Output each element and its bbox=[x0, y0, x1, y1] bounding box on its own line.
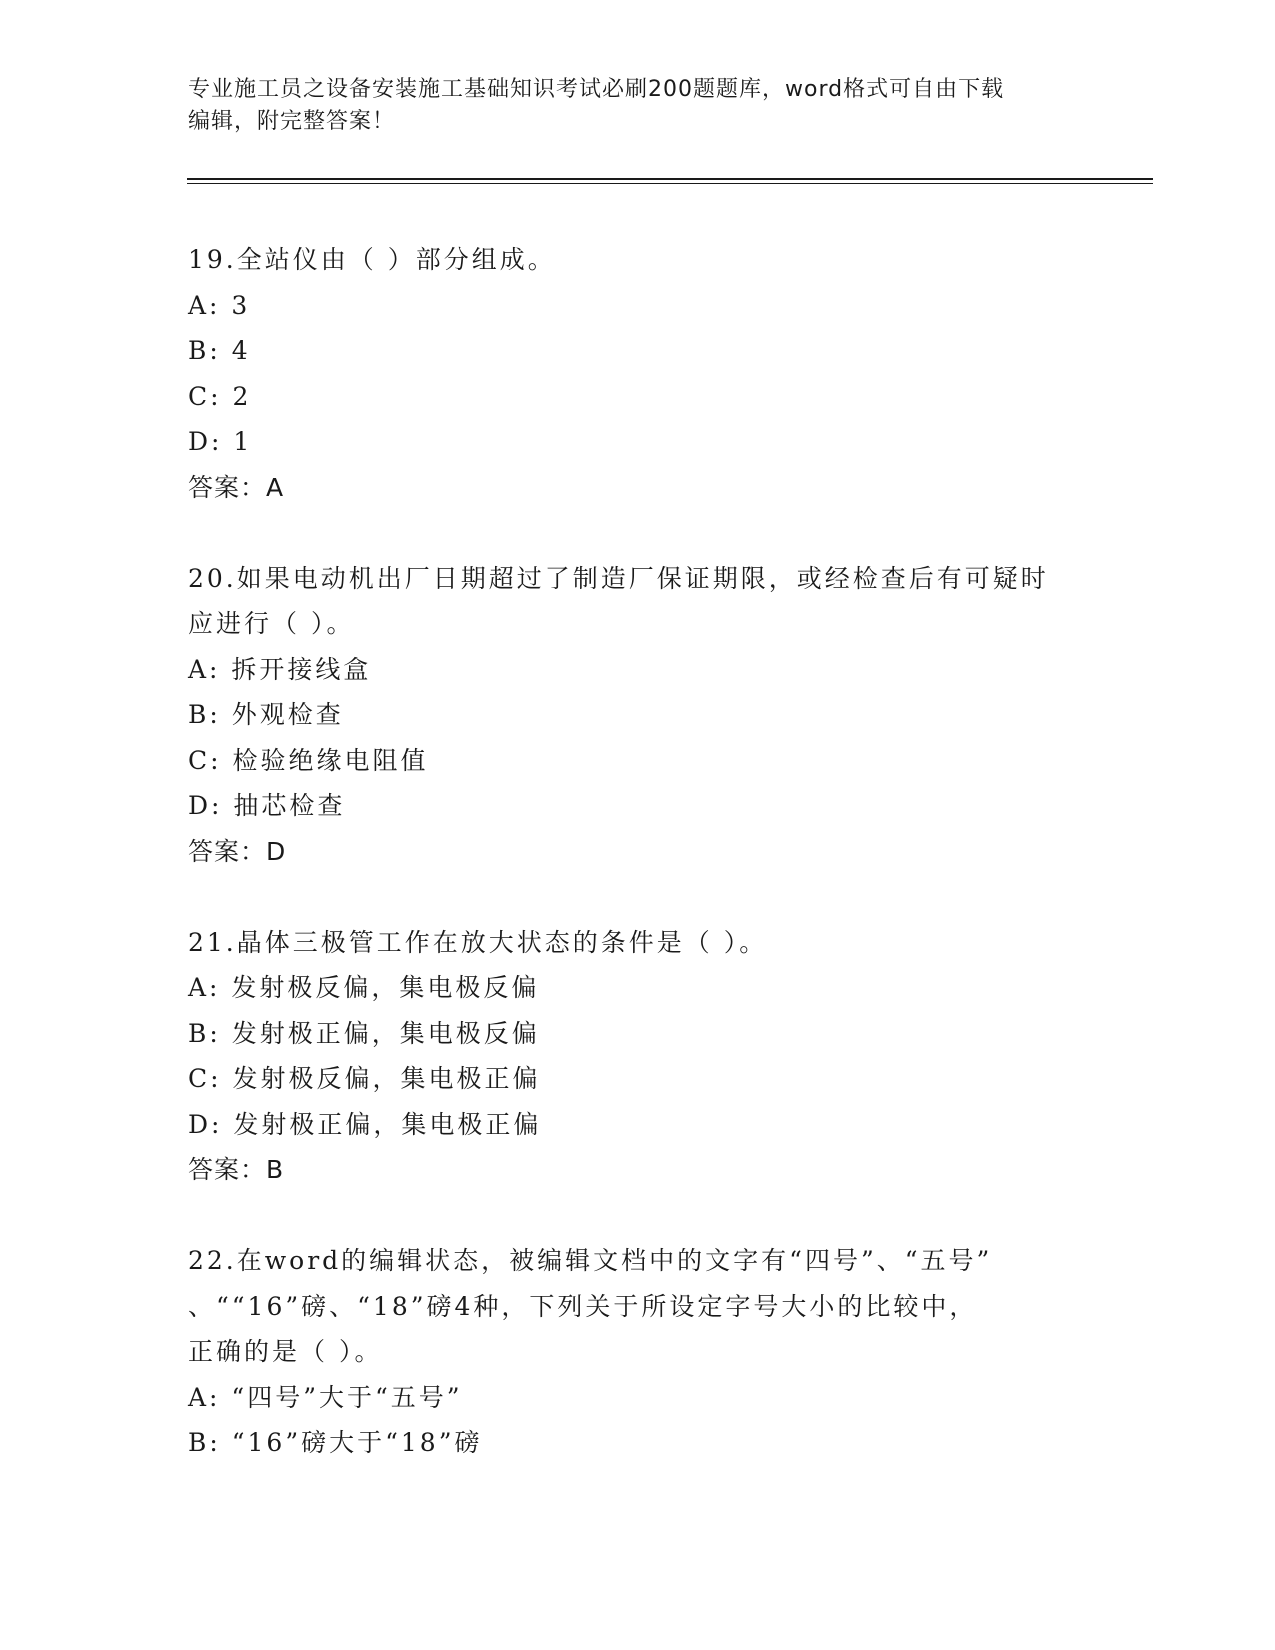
question-item-21 bbox=[188, 920, 1088, 1193]
question-stem: 21.晶体三极管工作在放大状态的条件是（ ）。 bbox=[188, 927, 768, 957]
header-title-line-2: 编辑，附完整答案！ bbox=[188, 109, 396, 134]
option-b: B: 外观检查 bbox=[188, 700, 344, 729]
question-stem: 22.在word的编辑状态，被编辑文档中的文字有“四号”、“五号” bbox=[188, 1246, 993, 1275]
question-list bbox=[188, 237, 1088, 1512]
option-c: C: 2 bbox=[188, 381, 252, 411]
document-header bbox=[188, 74, 1068, 138]
option-a: A: 发射极反偏，集电极反偏 bbox=[188, 973, 540, 1002]
question-stem: 20.如果电动机出厂日期超过了制造厂保证期限，或经检查后有可疑时 bbox=[188, 563, 1049, 593]
option-d: D: 发射极正偏，集电极正偏 bbox=[188, 1109, 542, 1139]
option-d: D: 1 bbox=[188, 427, 253, 456]
answer-line: 答案：A bbox=[188, 472, 285, 502]
option-b: B: 4 bbox=[188, 336, 251, 365]
question-item-20 bbox=[188, 556, 1088, 874]
option-c: C: 检验绝缘电阻值 bbox=[188, 745, 429, 775]
header-divider-thin bbox=[187, 183, 1153, 184]
answer-line: 答案：D bbox=[188, 836, 287, 866]
question-item-19 bbox=[188, 237, 1088, 510]
option-b: B: “16”磅大于“18”磅 bbox=[188, 1428, 483, 1457]
option-d: D: 抽芯检查 bbox=[188, 791, 346, 820]
question-stem-continued: 、““16”磅、“18”磅4种，下列关于所设定字号大小的比较中， bbox=[188, 1291, 978, 1321]
option-a: A: “四号”大于“五号” bbox=[188, 1382, 463, 1412]
header-title-line-1: 专业施工员之设备安装施工基础知识考试必刷200题题库，word格式可自由下载 bbox=[188, 77, 1005, 102]
option-a: A: 3 bbox=[188, 290, 251, 320]
option-a: A: 拆开接线盒 bbox=[188, 654, 372, 684]
question-item-22 bbox=[188, 1238, 1088, 1466]
question-stem-continued: 应进行（ ）。 bbox=[188, 609, 355, 638]
answer-line: 答案：B bbox=[188, 1155, 285, 1184]
option-b: B: 发射极正偏，集电极反偏 bbox=[188, 1018, 540, 1048]
question-stem-continued: 正确的是（ ）。 bbox=[188, 1337, 383, 1366]
header-divider-thick bbox=[187, 178, 1153, 180]
option-c: C: 发射极反偏，集电极正偏 bbox=[188, 1064, 541, 1093]
question-stem: 19.全站仪由（ ）部分组成。 bbox=[188, 245, 556, 274]
